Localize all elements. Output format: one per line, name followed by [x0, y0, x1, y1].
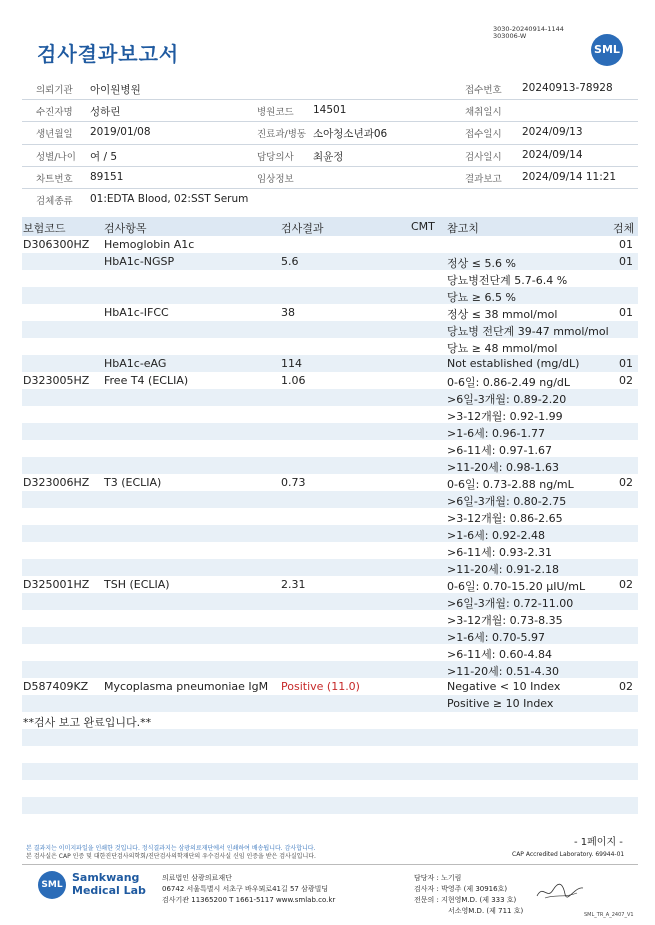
received-label: 접수일시 — [465, 129, 502, 141]
table-row — [22, 321, 638, 338]
cell-ref: >6-11세: 0.93-2.31 — [447, 545, 552, 559]
cell-result: 114 — [281, 356, 302, 370]
cell-spec: 02 — [619, 577, 633, 591]
cell-ref: >6-11세: 0.97-1.67 — [447, 443, 552, 457]
table-row — [22, 372, 638, 389]
cell-ref: >1-6세: 0.92-2.48 — [447, 528, 545, 542]
info-row — [22, 122, 638, 144]
cell-ref: 0-6일: 0.86-2.49 ng/dL — [447, 375, 571, 389]
cell-ref: >6일-3개월: 0.80-2.75 — [447, 494, 567, 508]
patient-info-table — [22, 78, 638, 210]
cell-ref: >11-20세: 0.51-4.30 — [447, 664, 559, 678]
cell-spec: 01 — [619, 356, 633, 370]
table-row — [22, 746, 638, 763]
cell-item: Free T4 (ECLIA) — [104, 373, 189, 387]
table-row — [22, 270, 638, 287]
cell-item: T3 (ECLIA) — [104, 475, 162, 489]
hospital-value: 아이원병원 — [90, 84, 141, 96]
cell-result: 0.73 — [281, 475, 306, 489]
cell-ref: Not established (mg/dL) — [447, 356, 580, 370]
table-row — [22, 491, 638, 508]
sml-logo-bottom-icon: SML — [38, 871, 66, 899]
table-row — [22, 389, 638, 406]
info-row — [22, 145, 638, 167]
cell-spec: 01 — [619, 305, 633, 319]
doc-code-1: 3030-20240914-1144 — [493, 25, 564, 33]
table-row — [22, 780, 638, 797]
header-code: 보험코드 — [23, 222, 66, 235]
table-row — [22, 304, 638, 321]
table-row — [22, 559, 638, 576]
cell-item: Hemoglobin A1c — [104, 237, 195, 251]
cell-ref: 0-6일: 0.70-15.20 μIU/mL — [447, 579, 586, 593]
report-date-label: 결과보고 — [465, 173, 502, 185]
specimen-value: 01:EDTA Blood, 02:SST Serum — [90, 192, 249, 205]
cell-spec: 02 — [619, 475, 633, 489]
hosp-code-value: 14501 — [313, 104, 347, 117]
cell-ref: 당뇨병전단계 5.7-6.4 % — [447, 273, 568, 287]
cell-result: 1.06 — [281, 373, 306, 387]
doctor-label: 담당의사 — [257, 151, 294, 163]
cell-ref: >11-20세: 0.98-1.63 — [447, 460, 559, 474]
chart-value: 89151 — [90, 170, 124, 183]
footer-note-image: 본 결과지는 이미지파일을 인쇄한 것입니다. 정식결과지는 삼광의료재단에서 인쇄하여 배송됩니다. 감사합니다. — [26, 845, 316, 852]
cell-ref: 당뇨병 전단계 39-47 mmol/mol — [447, 324, 609, 338]
table-row — [22, 763, 638, 780]
table-row — [22, 542, 638, 559]
test-date-value: 2024/09/14 — [522, 148, 583, 161]
table-row — [22, 236, 638, 253]
table-row — [22, 593, 638, 610]
cell-item: HbA1c-IFCC — [104, 305, 169, 319]
table-row — [22, 355, 638, 372]
table-row — [22, 712, 638, 729]
table-row — [22, 474, 638, 491]
table-row — [22, 695, 638, 712]
staff-line-1: 담당자 : 노기림 — [414, 874, 462, 882]
info-row — [22, 167, 638, 189]
cell-ref: Negative < 10 Index — [447, 679, 561, 693]
brand-line-1: Samkwang — [72, 871, 140, 884]
cell-spec: 01 — [619, 254, 633, 268]
table-row — [22, 423, 638, 440]
dept-value: 소아청소년과06 — [313, 128, 388, 141]
cell-ref: 당뇨 ≥ 6.5 % — [447, 290, 516, 304]
cell-item: HbA1c-eAG — [104, 356, 167, 370]
header-item: 검사항목 — [104, 222, 147, 235]
specimen-label: 검체종류 — [36, 195, 73, 207]
cell-spec: 02 — [619, 679, 633, 693]
table-row — [22, 610, 638, 627]
table-row — [22, 797, 638, 814]
lab-address — [162, 873, 335, 906]
info-row — [22, 189, 638, 210]
cell-ref: >3-12개월: 0.92-1.99 — [447, 409, 563, 423]
cell-item: TSH (ECLIA) — [104, 577, 170, 591]
header-cmt: CMT — [411, 220, 435, 233]
table-row — [22, 729, 638, 746]
cell-item: Mycoplasma pneumoniae IgM — [104, 679, 269, 693]
collect-label: 채취일시 — [465, 107, 502, 119]
hospital-label: 의뢰기관 — [36, 85, 73, 96]
form-code: SML_TR_A_2407_V1 — [584, 912, 634, 918]
table-row — [22, 525, 638, 542]
cell-code: **검사 보고 완료입니다.** — [23, 715, 152, 729]
table-row — [22, 508, 638, 525]
results-table — [22, 236, 638, 814]
table-row — [22, 644, 638, 661]
header-spec: 검체 — [613, 222, 635, 235]
table-row — [22, 576, 638, 593]
cell-ref: >3-12개월: 0.73-8.35 — [447, 613, 563, 627]
cell-code: D323006HZ — [23, 475, 90, 489]
footer-divider — [22, 864, 638, 865]
sexage-value: 여 / 5 — [90, 150, 118, 163]
cell-ref: >3-12개월: 0.86-2.65 — [447, 511, 563, 525]
footer-note-cap: 본 검사실은 CAP 인증 및 대한진단검사의학회/진단검사의학재단의 우수검사실 신임 인증을 받은 검사실입니다. — [26, 853, 316, 860]
cell-result: 2.31 — [281, 577, 306, 591]
cell-ref: >6일-3개월: 0.89-2.20 — [447, 392, 567, 406]
patient-value: 성하린 — [90, 106, 121, 119]
cell-ref: 정상 ≤ 5.6 % — [447, 256, 516, 270]
table-row — [22, 406, 638, 423]
table-row — [22, 457, 638, 474]
received-value: 2024/09/13 — [522, 126, 583, 139]
doctor-value: 최윤정 — [313, 150, 344, 163]
doc-code-2: 303006-W — [493, 32, 527, 40]
table-row — [22, 661, 638, 678]
report-title: 검사결과보고서 — [37, 42, 180, 66]
table-row — [22, 338, 638, 355]
addr-line-3: 검사기관 11365200 T 1661-5117 www.smlab.co.kr — [162, 896, 336, 904]
table-row — [22, 678, 638, 695]
cell-ref: >11-20세: 0.91-2.18 — [447, 562, 559, 576]
page-number: - 1페이지 - — [574, 837, 623, 848]
cell-result: Positive (11.0) — [281, 679, 360, 693]
receipt-no-label: 접수번호 — [465, 85, 502, 96]
cell-code: D306300HZ — [23, 237, 90, 251]
brand-name — [72, 871, 146, 897]
cell-code: D325001HZ — [23, 577, 90, 591]
addr-line-2: 06742 서울특별시 서초구 바우뫼로41길 57 삼광빌딩 — [162, 885, 329, 893]
cell-ref: >1-6세: 0.70-5.97 — [447, 630, 545, 644]
cell-spec: 02 — [619, 373, 633, 387]
staff-line-3: 전문의 : 지현영M.D. (제 333 호) — [414, 896, 517, 904]
dob-label: 생년월일 — [36, 129, 73, 141]
cell-code: D587409KZ — [23, 679, 89, 693]
info-row — [22, 78, 638, 100]
cell-ref: Positive ≥ 10 Index — [447, 696, 554, 710]
cell-ref: 당뇨 ≥ 48 mmol/mol — [447, 341, 558, 355]
cell-spec: 01 — [619, 237, 633, 251]
addr-line-1: 의료법인 삼광의료재단 — [162, 874, 232, 882]
signature-icon — [535, 880, 585, 902]
table-row — [22, 440, 638, 457]
dob-value: 2019/01/08 — [90, 126, 151, 139]
cell-ref: 0-6일: 0.73-2.88 ng/mL — [447, 477, 574, 491]
cell-ref: >6일-3개월: 0.72-11.00 — [447, 596, 574, 610]
cell-result: 38 — [281, 305, 295, 319]
test-date-label: 검사일시 — [465, 151, 502, 163]
chart-label: 차트번호 — [36, 173, 73, 185]
header-ref: 참고치 — [447, 222, 479, 235]
report-date-value: 2024/09/14 11:21 — [522, 170, 617, 183]
cell-ref: 정상 ≤ 38 mmol/mol — [447, 307, 558, 321]
cell-code: D323005HZ — [23, 373, 90, 387]
staff-line-2: 검사자 : 박영주 (제 30916호) — [414, 885, 508, 893]
cell-ref: >6-11세: 0.60-4.84 — [447, 647, 552, 661]
receipt-no-value: 20240913-78928 — [522, 82, 613, 94]
table-row — [22, 253, 638, 270]
clinical-label: 임상정보 — [257, 173, 294, 185]
sexage-label: 성별/나이 — [36, 151, 76, 163]
table-row — [22, 287, 638, 304]
sml-logo-icon: SML — [591, 34, 623, 66]
cap-accreditation: CAP Accredited Laboratory. 69944-01 — [512, 851, 625, 858]
results-header — [22, 217, 638, 236]
staff-line-4: 서소영M.D. (제 711 호) — [448, 907, 524, 915]
cell-ref: >1-6세: 0.96-1.77 — [447, 426, 545, 440]
staff-info — [414, 873, 523, 917]
cell-item: HbA1c-NGSP — [104, 254, 175, 268]
dept-label: 진료과/병동 — [257, 129, 307, 141]
hosp-code-label: 병원코드 — [257, 107, 294, 119]
table-row — [22, 627, 638, 644]
info-row — [22, 100, 638, 122]
brand-line-2: Medical Lab — [72, 884, 146, 897]
cell-result: 5.6 — [281, 254, 299, 268]
patient-label: 수진자명 — [36, 107, 73, 119]
header-result: 검사결과 — [281, 222, 324, 235]
